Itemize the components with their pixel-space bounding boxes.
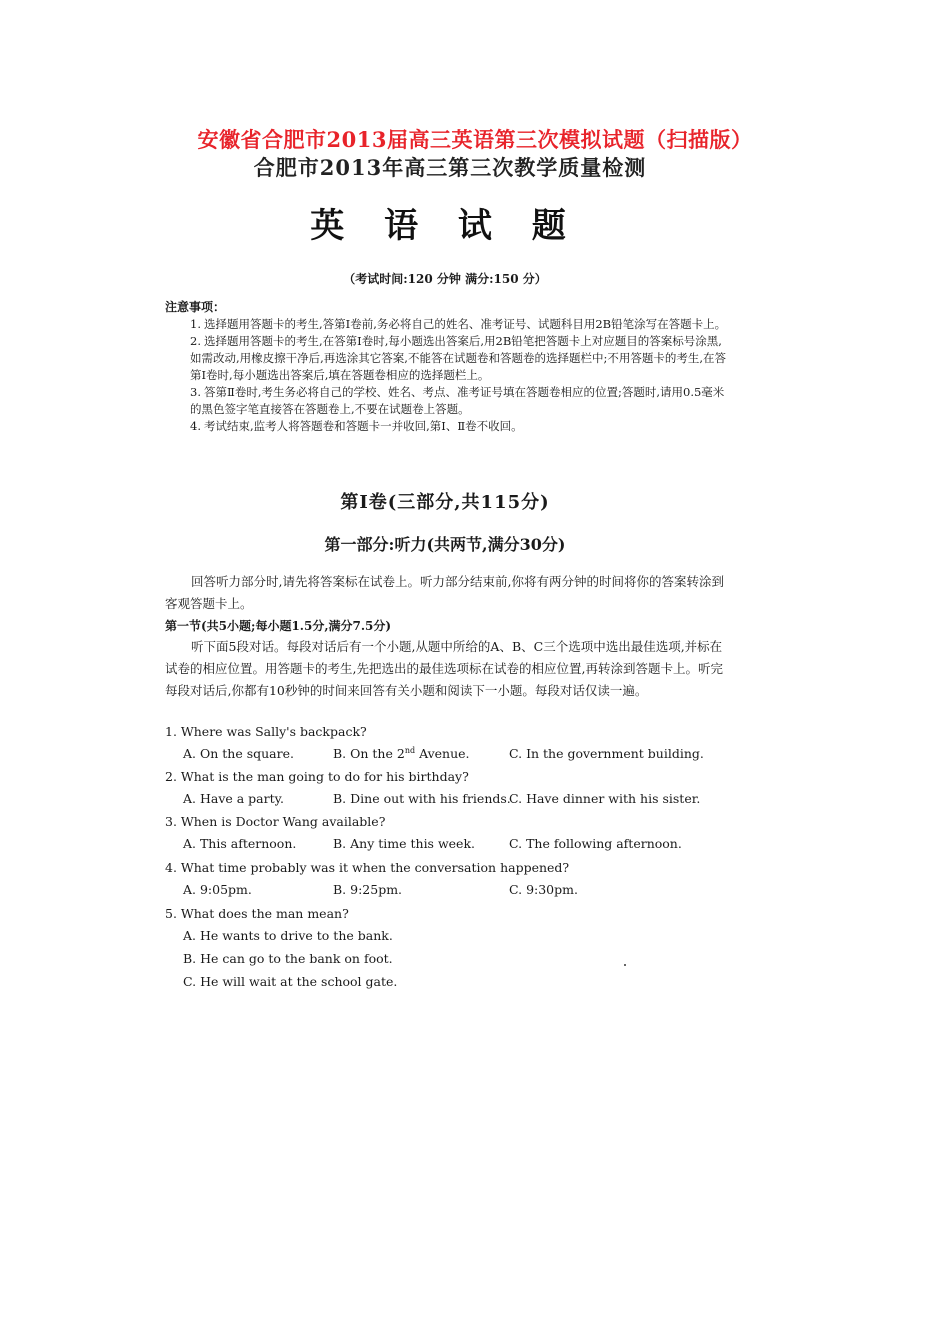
ordinal-suffix: nd [404,746,416,755]
note-item [190,418,730,435]
option-a: A. 9:05pm. [183,882,252,897]
option-b: B. Any time this week. [333,836,475,851]
note-item [190,384,730,418]
note-text: 答第Ⅱ卷时,考生务必将自己的学校、姓名、考点、准考证号填在答题卷相应的位置;答题时,请用0.5毫米的黑色签字笔直接答在答题卷上,不要在试题卷上答题。 [190,385,725,416]
question-4: 4. What time probably was it when the conversation happened? [165,860,570,875]
option-b [333,746,470,761]
volume-title: 第Ⅰ卷(三部分,共115分) [340,492,550,513]
document-title: 安徽省合肥市2013届高三英语第三次模拟试题（扫描版） [197,127,753,152]
notes-heading: 注意事项： [165,300,226,314]
option-a: A. This afternoon. [183,836,297,851]
exam-subtitle: 合肥市2013年高三第三次教学质量检测 [253,155,647,180]
option-b: B. 9:25pm. [333,882,403,897]
option-a: A. He wants to drive to the bank. [183,928,393,943]
section-heading: 第一节(共5小题;每小题1.5分,满分7.5分) [165,619,392,633]
option-b-text: B. On the 2 [333,746,405,762]
question-1: 1. Where was Sally's backpack? [165,724,367,739]
part-title: 第一部分:听力(共两节,满分30分) [324,535,566,554]
exam-main-title: 英 语 试 题 [310,206,580,246]
question-5: 5. What does the man mean? [165,906,349,921]
note-number: 1. [190,317,201,331]
question-3: 3. When is Doctor Wang available? [165,814,386,829]
note-item [190,316,730,333]
note-number: 2. [190,334,201,348]
note-item [190,333,730,384]
note-text: 选择题用答题卡的考生,在答第Ⅰ卷时,每小题选出答案后,用2B铅笔把答题卡上对应题目的答案标号涂黑,如需改动,用橡皮擦干净后,再选涂其它答案,不能答在试题卷和答题卷的选择题栏中;不用答题卡的考生,在答第Ⅰ卷时,每小题选出答案后,填在答题卷相应的选择题栏上。 [190,334,726,382]
note-number: 3. [190,385,201,399]
option-c: C. In the government building. [509,746,704,761]
intro-paragraph: 回答听力部分时,请先将答案标在试卷上。听力部分结束前,你将有两分钟的时间将你的答案转涂到客观答题卡上。 [165,574,724,611]
option-c: C. Have dinner with his sister. [509,791,701,806]
question-2: 2. What is the man going to do for his birthday? [165,769,469,784]
note-text: 考试结束,监考人将答题卷和答题卡一并收回,第Ⅰ、Ⅱ卷不收回。 [204,419,523,433]
section-instructions: 听下面5段对话。每段对话后有一个小题,从题中所给的A、B、C三个选项中选出最佳选项,并标在试卷的相应位置。用答题卡的考生,先把选出的最佳选项标在试卷的相应位置,再转涂到答题卡上。听完每段对话后,你都有10秒钟的时间来回答有关小题和阅读下一小题。每段对话仅读一遍。 [165,639,723,698]
option-a: A. On the square. [183,746,294,761]
exam-time-score: （考试时间:120 分钟 满分:150 分） [343,272,547,286]
option-b: B. He can go to the bank on foot. [183,951,393,966]
option-c: C. The following afternoon. [509,836,682,851]
option-c: C. 9:30pm. [509,882,578,897]
option-b: B. Dine out with his friends. [333,791,511,806]
notes-list [190,316,730,435]
note-number: 4. [190,419,201,433]
option-b-text-end: Avenue. [415,746,470,762]
note-text: 选择题用答题卡的考生,答第Ⅰ卷前,务必将自己的姓名、准考证号、试题科目用2B铅笔涂写在答题卡上。 [204,317,727,331]
option-a: A. Have a party. [183,791,285,806]
option-c: C. He will wait at the school gate. [183,974,398,989]
scan-speck [624,964,626,966]
